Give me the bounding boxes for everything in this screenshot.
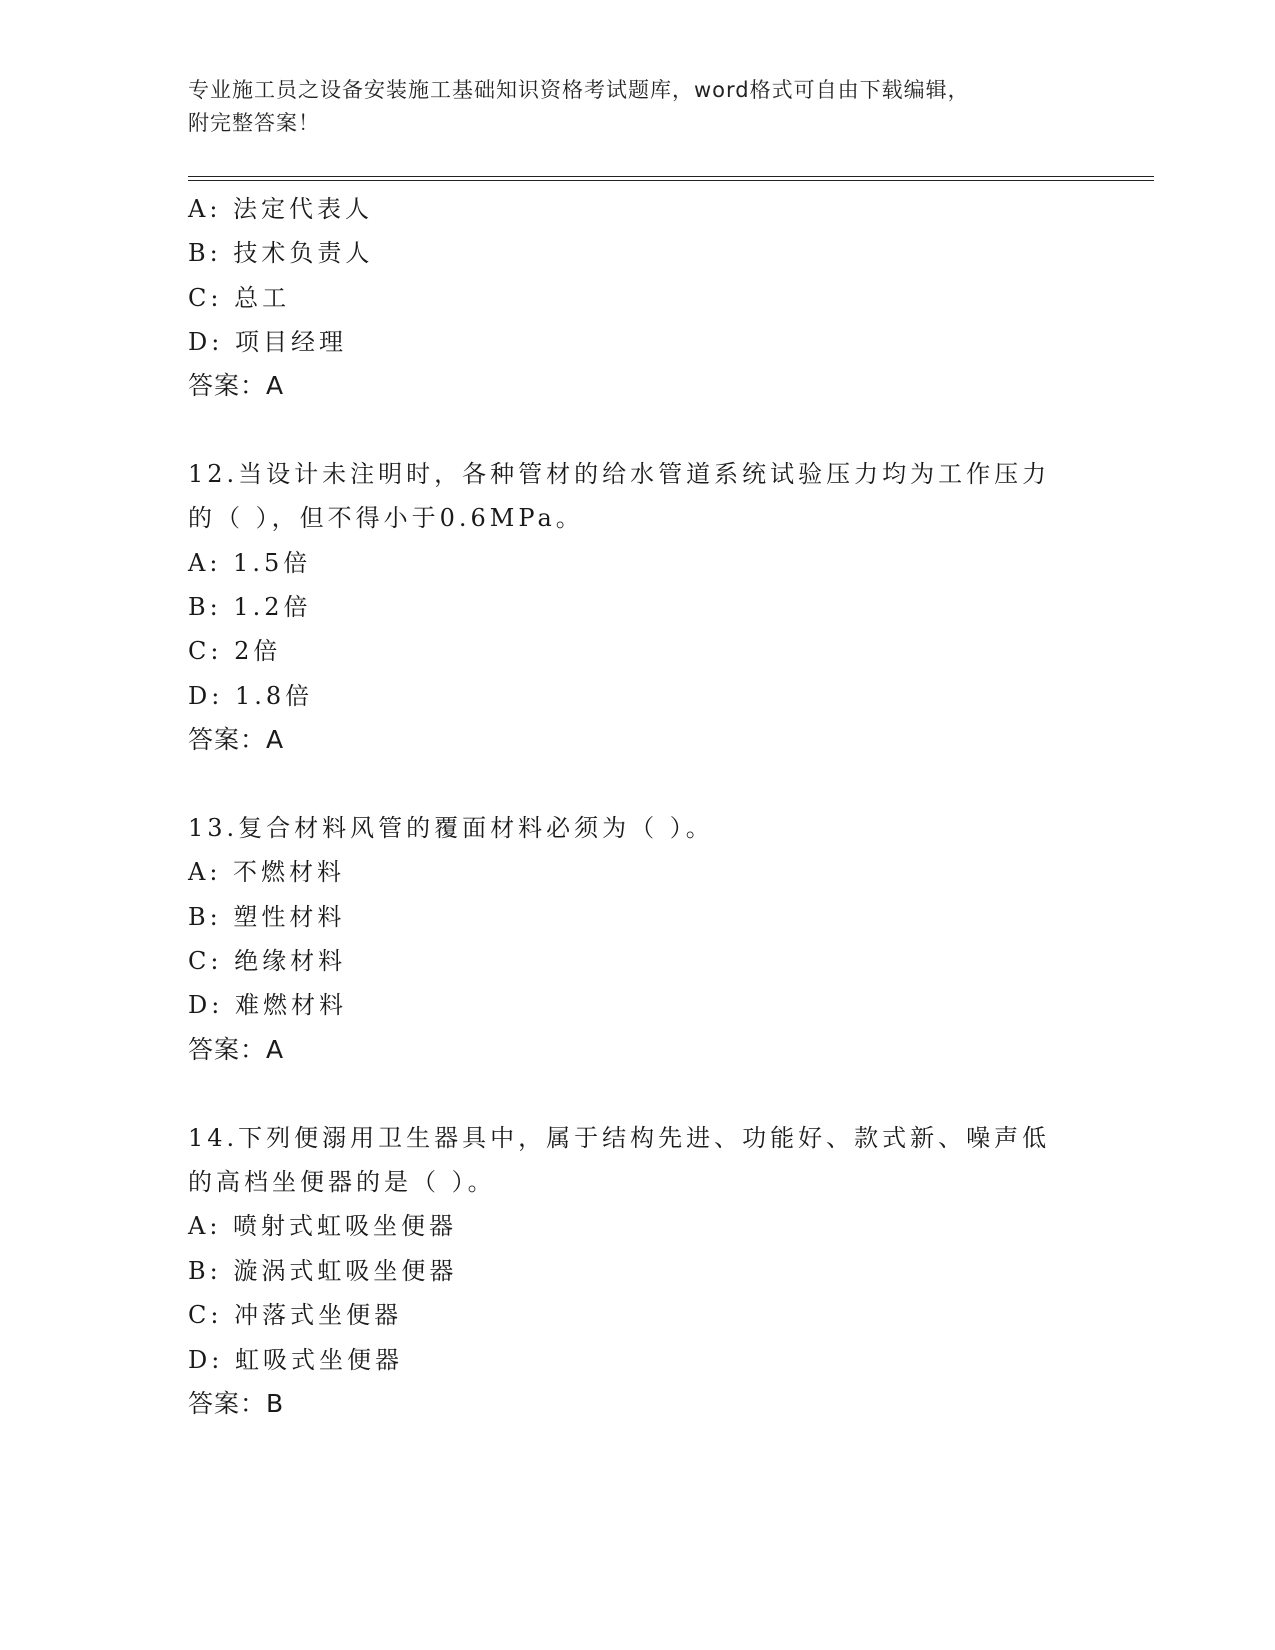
question-14-option-c: C: 冲落式坐便器 <box>188 1301 403 1329</box>
question-13-answer: 答案：A <box>188 1035 285 1064</box>
question-12-answer: 答案：A <box>188 725 285 754</box>
question-14-option-a: A: 喷射式虹吸坐便器 <box>188 1212 458 1240</box>
question-13-option-b: B: 塑性材料 <box>188 903 346 931</box>
answer: 答案：A <box>188 371 285 400</box>
option-a: A: 法定代表人 <box>188 195 374 223</box>
question-14-answer: 答案：B <box>188 1389 285 1418</box>
question-12-text-line-2: 的（ ），但不得小于0.6MPa。 <box>188 504 584 532</box>
header-line-1: 专业施工员之设备安装施工基础知识资格考试题库，word格式可自由下载编辑， <box>188 78 970 102</box>
question-14-text-line-1: 14.下列便溺用卫生器具中，属于结构先进、功能好、款式新、噪声低 <box>188 1124 1051 1152</box>
option-c: C: 总工 <box>188 284 291 312</box>
question-13-option-d: D: 难燃材料 <box>188 991 347 1019</box>
question-12-option-a: A: 1.5倍 <box>188 549 312 577</box>
question-13-option-a: A: 不燃材料 <box>188 858 346 886</box>
document-header <box>188 74 1088 140</box>
question-14-option-b: B: 漩涡式虹吸坐便器 <box>188 1257 458 1285</box>
header-line-2: 附完整答案！ <box>188 111 320 135</box>
question-13-text-line-1: 13.复合材料风管的覆面材料必须为（ ）。 <box>188 814 714 842</box>
question-12-option-d: D: 1.8倍 <box>188 682 314 710</box>
question-14-text-line-2: 的高档坐便器的是（ ）。 <box>188 1168 496 1196</box>
question-14-option-d: D: 虹吸式坐便器 <box>188 1346 403 1374</box>
option-b: B: 技术负责人 <box>188 239 374 267</box>
header-divider-bottom <box>188 180 1154 181</box>
option-d: D: 项目经理 <box>188 328 347 356</box>
question-13-option-c: C: 绝缘材料 <box>188 947 347 975</box>
question-12-option-c: C: 2倍 <box>188 637 282 665</box>
question-12-option-b: B: 1.2倍 <box>188 593 312 621</box>
question-12-text-line-1: 12.当设计未注明时，各种管材的给水管道系统试验压力均为工作压力 <box>188 460 1051 488</box>
header-divider-top <box>188 176 1154 177</box>
